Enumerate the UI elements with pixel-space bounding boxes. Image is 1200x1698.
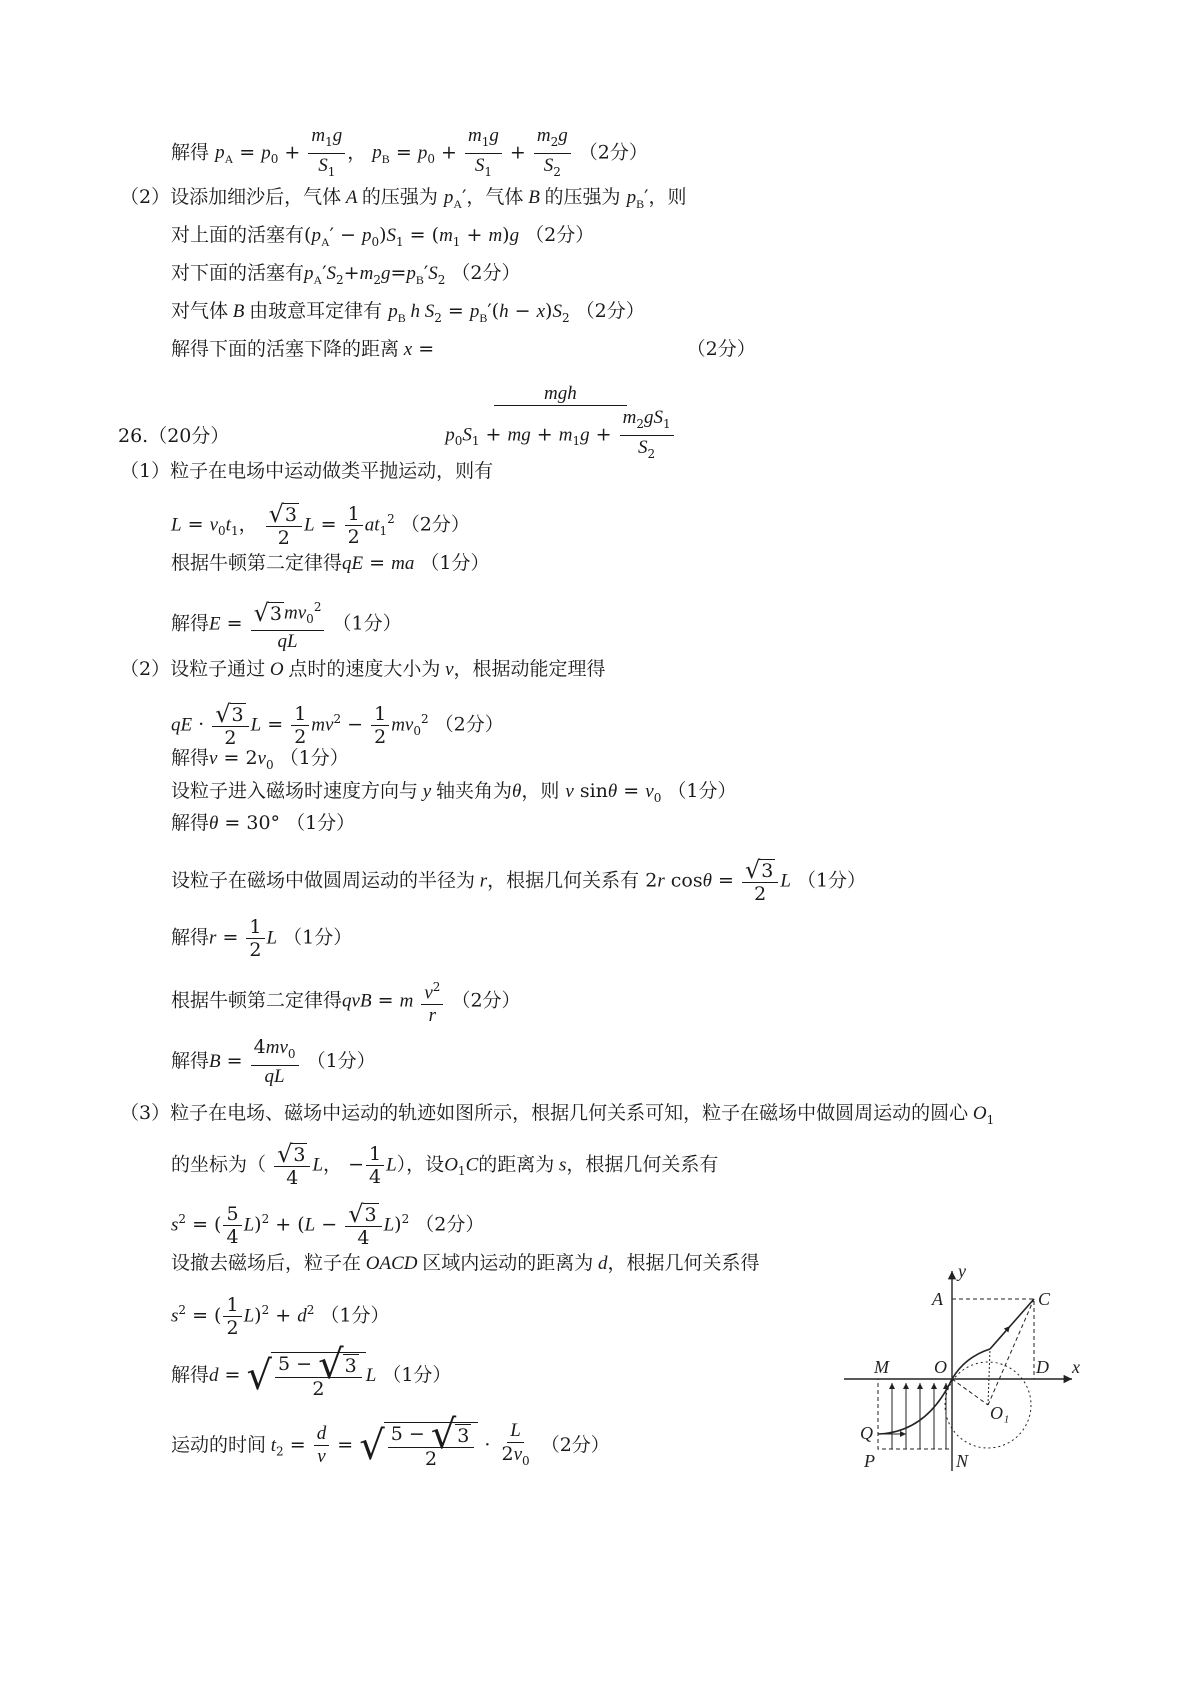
label-O: O: [934, 1357, 947, 1377]
line-angle: 设粒子进入磁场时速度方向与 y 轴夹角为θ，则 v $\sin\theta = v_0$ （1分）: [171, 780, 737, 805]
line-remove-field: 设撤去磁场后，粒子在 OACD 区域内运动的距离为 d，根据几何关系得: [171, 1252, 760, 1274]
label-N: N: [956, 1451, 969, 1471]
label-Q: Q: [860, 1423, 873, 1443]
line-d-result: 解得d = √ 5 − √ 3 2 L （1分）: [171, 1342, 452, 1400]
question-26-title: 26.（20分）: [118, 425, 230, 447]
line-s-squared-2: $s^2$ = ( $\frac{1}{2}$ $L)^2 + d^2$ （1分）: [171, 1294, 390, 1339]
label-y: y: [958, 1265, 966, 1281]
line-newton-2: 根据牛顿第二定律得qvB = m $\frac{v^2}{r}$ （2分）: [171, 976, 521, 1027]
label-C: C: [1038, 1289, 1051, 1309]
line-theta-result: 解得θ = 30° （1分）: [171, 812, 356, 834]
line-p3-intro: （3）粒子在电场、磁场中运动的轨迹如图所示，根据几何关系可知，粒子在磁场中做圆周运动的圆心 $O_1$: [120, 1102, 995, 1127]
line-newton-1: 根据牛顿第二定律得qE = ma （1分）: [171, 552, 490, 574]
line-q2-header: （2）设添加细沙后，气体 A 的压强为 $p_A'$，气体 B 的压强为 $p_B'$，则: [120, 186, 687, 211]
line-energy: qE · √ 3 2 L = $\frac{1}{2}$ $mv^2$ − $\frac{1}{2}$ $mv_0^2$ （2分）: [171, 700, 504, 749]
line-E-result: 解得E = √ 3 $mv_0^2$ qL （1分）: [171, 596, 402, 653]
label-x: x: [1072, 1357, 1080, 1377]
line-upper-piston: 对上面的活塞有$(p_A' - p_0)S_1 = (m_1 + m)g$ （2分）: [171, 224, 595, 249]
line-time: 运动的时间 $t_2$ = $\frac{d}{v}$ = √ 5 − √ 3 2 · $\frac{L}{2v_0}$ （2分）: [171, 1412, 610, 1470]
line-pa-pb: 解得 $p_A = p_0$ + $\frac{m_1g}{S_1}$ ， $p_B = p_0$ + $\frac{m_1g}{S_1}$ + $\frac{m_2g}{S_2}$ （2分）: [171, 125, 648, 179]
label-O1: O₁: [990, 1403, 1010, 1423]
line-p2-intro: （2）设粒子通过 O 点时的速度大小为 v，根据动能定理得: [120, 658, 606, 680]
line-p1-intro: （1）粒子在电场中运动做类平抛运动，则有: [120, 460, 494, 482]
line-p3-coords: 的坐标为（ √ 3 4 L， − $\frac{1}{4}$ L），设$O_1C$的距离为 s，根据几何关系有: [171, 1140, 719, 1189]
line-B-result: 解得B = $\frac{4mv_0}{qL}$ （1分）: [171, 1036, 376, 1087]
line-v-result: 解得$v = 2v_0$ （1分）: [171, 747, 349, 772]
line-boyle: 对气体 B 由玻意耳定律有 $p_B$ h $S_2 = p_B'(h - x)S_2$ （2分）: [171, 300, 645, 325]
line-r-result: 解得r = $\frac{1}{2}$ L （1分）: [171, 916, 353, 961]
line-p1-eq1: $L = v_0t_1$， √ 3 2 L = $\frac{1}{2}$ $at_1^2$ （2分）: [171, 500, 470, 549]
label-M: M: [874, 1357, 889, 1377]
label-D: D: [1036, 1357, 1049, 1377]
label-A: A: [932, 1289, 943, 1309]
line-s-squared-1: $s^2$ = ( $\frac{5}{4}$ L)$^2$ + (L − √ 3 4 L)$^2$ （2分）: [171, 1200, 485, 1249]
line-distance: 解得下面的活塞下降的距离 x = mgh $p_0S_1$ + mg + $m_1g$ + $\frac{m_2gS_1}{S_2}$ （2分）: [171, 338, 756, 461]
trajectory-diagram: [840, 1265, 1085, 1475]
line-lower-piston: 对下面的活塞有$p_A'S_2+m_2g=p_B'S_2$ （2分）: [171, 262, 521, 287]
line-radius-geom: 设粒子在磁场中做圆周运动的半径为 r，根据几何关系有 2r cosθ = √ 3 2 L （1分）: [171, 856, 867, 905]
label-P: P: [864, 1451, 875, 1471]
